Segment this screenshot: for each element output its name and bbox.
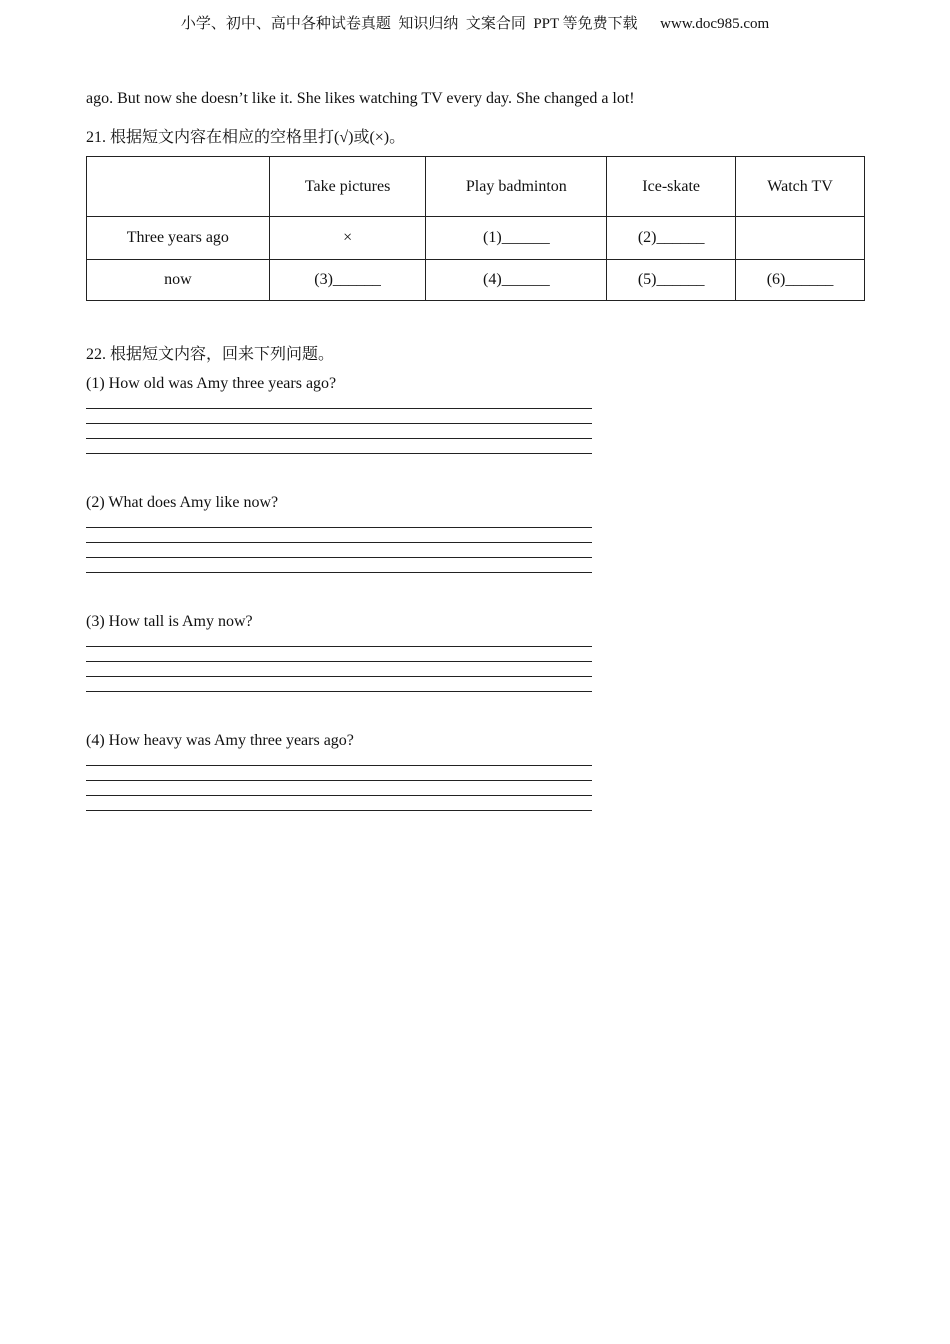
answer-area-3[interactable]	[86, 646, 592, 706]
question-1: (1) How old was Amy three years ago?	[86, 375, 337, 392]
table-header-row	[87, 157, 865, 217]
table-cell: ×	[269, 217, 426, 260]
page-header: 小学、初中、高中各种试卷真题 知识归纳 文案合同 PPT 等免费下载 www.doc985.com	[180, 16, 770, 32]
q21-table	[86, 156, 865, 301]
row-label: now	[87, 260, 270, 301]
question-3: (3) How tall is Amy now?	[86, 613, 253, 630]
question-4: (4) How heavy was Amy three years ago?	[86, 732, 354, 749]
blank-cell[interactable]: (3)______	[269, 260, 426, 301]
answer-area-2[interactable]	[86, 527, 592, 587]
answer-area-4[interactable]	[86, 765, 592, 825]
blank-cell[interactable]: (2)______	[607, 217, 736, 260]
q22-instruction: 22. 根据短文内容，回来下列问题。	[86, 346, 335, 363]
table-row	[87, 260, 865, 301]
passage-tail: ago. But now she doesn’t like it. She likes watching TV every day. She changed a lot!	[86, 90, 635, 107]
blank-cell[interactable]: (6)______	[736, 260, 865, 301]
table-header-cell: Play badminton	[426, 157, 607, 217]
blank-cell[interactable]: (4)______	[426, 260, 607, 301]
blank-cell[interactable]: (5)______	[607, 260, 736, 301]
table-cell	[736, 217, 865, 260]
table-header-cell: Ice-skate	[607, 157, 736, 217]
blank-cell[interactable]: (1)______	[426, 217, 607, 260]
question-2: (2) What does Amy like now?	[86, 494, 279, 511]
table-header-cell: Watch TV	[736, 157, 865, 217]
q21-instruction: 21. 根据短文内容在相应的空格里打(√)或(×)。	[86, 129, 406, 146]
answer-area-1[interactable]	[86, 408, 592, 468]
table-header-cell: Take pictures	[269, 157, 426, 217]
row-label: Three years ago	[87, 217, 270, 260]
table-row	[87, 217, 865, 260]
table-header-cell	[87, 157, 270, 217]
